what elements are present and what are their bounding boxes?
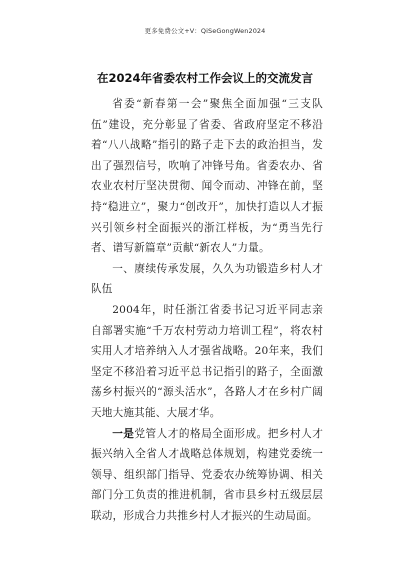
paragraph-history: 2004年，时任浙江省委书记习近平同志亲自部署实施“千万农村劳动力培训工程”，将农村实用人才培养纳入人才强省战略。20年来，我们坚定不移沿着习近平总书记指引的路子，全面激荡乡村振兴的“源头活水”，各路人才在乡村广阔天地大施其能、大展才华。	[91, 303, 323, 419]
document-body	[91, 94, 323, 526]
paragraph-intro: 省委“新春第一会”聚焦全面加强“三支队伍”建设，充分彰显了省委、省政府坚定不移沿着“八八战略”指引的路子走下去的政治担当，发出了强烈信号，吹响了冲锋号角。省委农办、省农业农村厅坚决贯彻、闻令而动、冲锋在前，坚持“稳进立”，聚力“创改开”，加快打造以人才振兴引领乡村全面振兴的浙江样板，为“勇当先行者、谱写新篇章”贡献“新农人”力量。	[91, 98, 323, 255]
header-note: 更多免费公文+V：QiSeGongWen2024	[144, 27, 266, 35]
point-text: 党管人才的格局全面形成。把乡村人才振兴纳入全省人才战略总体规划，构建党委统一领导、组织部门指导、党委农办统筹协调、相关部门分工负责的推进机制，省市县乡村五级层层联动，形成合力共推乡村人才振兴的生动局面。	[91, 427, 323, 522]
section-heading-1: 一、赓续传承发展，久久为功锻造乡村人才队伍	[91, 262, 323, 296]
paragraph-point-1	[91, 424, 323, 527]
point-lead: 一是	[112, 427, 135, 440]
page-title: 在2024年省委农村工作会议上的交流发言	[96, 71, 313, 85]
